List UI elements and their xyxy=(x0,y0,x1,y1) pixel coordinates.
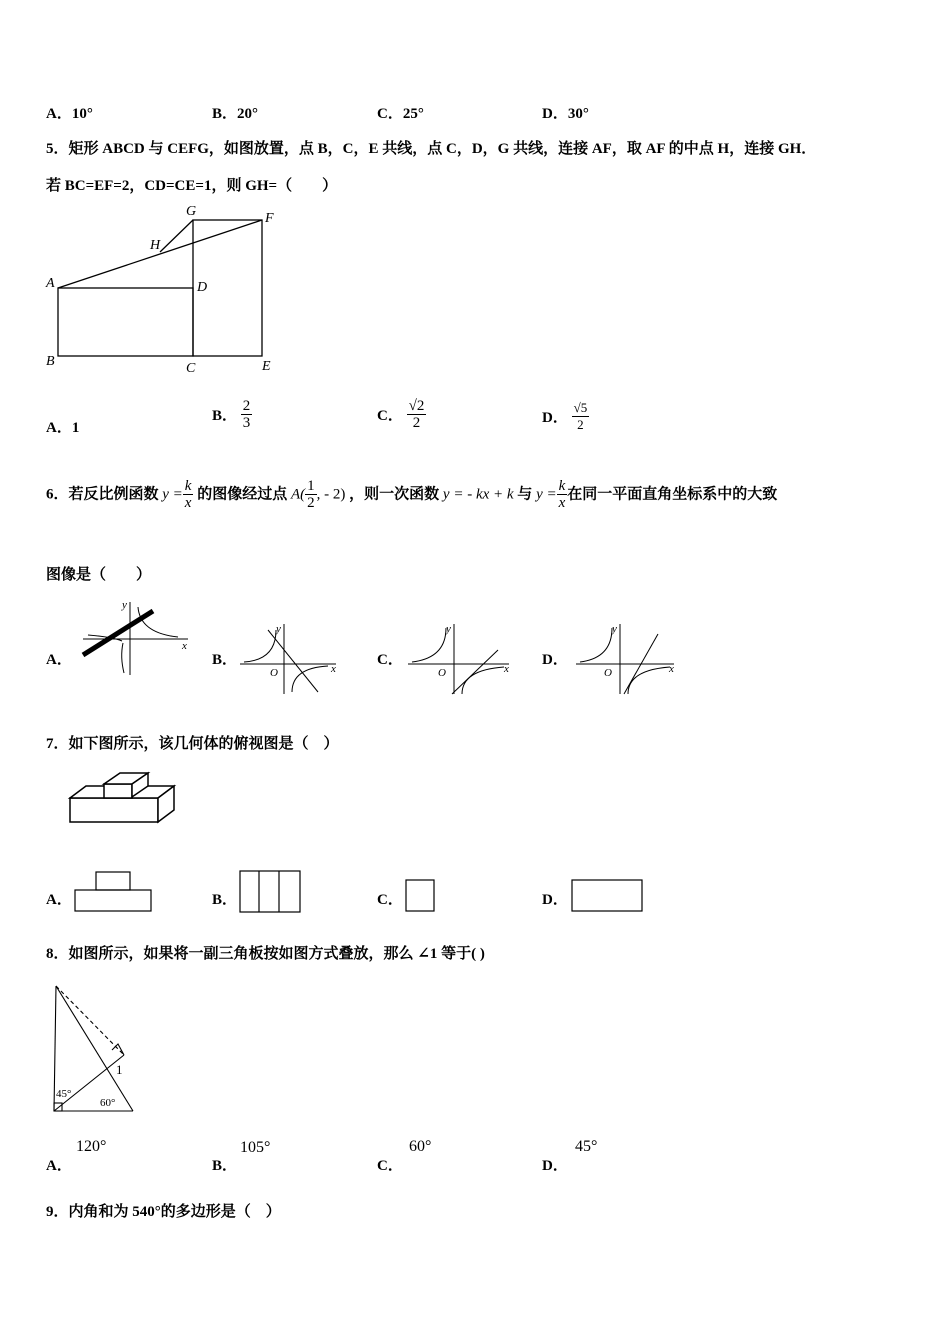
q6-graph-d xyxy=(572,620,682,695)
q5-text-line1: 5．矩形 ABCD 与 CEFG，如图放置，点 B，C，E 共线，点 C，D，G 共线，连接 AF，取 AF 的中点 H，连接 GH． xyxy=(46,141,817,157)
q5-d-numerator: √5 xyxy=(573,400,588,415)
q8-option-c-label: C． xyxy=(377,1158,403,1174)
q7-option-b-label: B． xyxy=(212,892,238,908)
q5-label-a: A xyxy=(46,276,55,291)
q5-c-denominator: 2 xyxy=(412,415,421,431)
q5-label-d: D xyxy=(197,280,208,295)
q5-label-b: B xyxy=(46,354,55,369)
q6-graph-a xyxy=(78,597,198,677)
q8-angle1-label: 1 xyxy=(116,1062,123,1077)
svg-text:x: x xyxy=(331,663,336,675)
q5-label-e: E xyxy=(262,359,271,374)
q6-graph-b xyxy=(236,620,346,695)
q8-option-b-label: B． xyxy=(212,1158,238,1174)
q4-option-b: B．20° xyxy=(212,106,259,122)
q9-text: 9．内角和为 540°的多边形是（ ） xyxy=(46,1204,281,1220)
q5-label-f: F xyxy=(265,211,274,226)
q5-option-a: A．1 xyxy=(46,420,80,436)
svg-text:y: y xyxy=(276,623,281,635)
svg-text:O: O xyxy=(438,667,446,679)
q7-solid-figure xyxy=(64,770,179,826)
q5-text-line2: 若 BC=EF=2，CD=CE=1，则 GH=（ ） xyxy=(46,178,338,194)
q8-text: 8．如图所示，如果将一副三角板按如图方式叠放，那么 ∠1 等于( ) xyxy=(46,946,485,962)
svg-text:x: x xyxy=(669,663,674,675)
q5-d-denominator: 2 xyxy=(577,417,584,432)
q5-option-d: D． $\frac{√5}{2}$ xyxy=(542,400,588,432)
q8-option-a-label: A． xyxy=(46,1158,72,1174)
q4-option-a: A．10° xyxy=(46,106,93,122)
q7-text: 7．如下图所示，该几何体的俯视图是（ ） xyxy=(46,736,339,752)
q6-option-c-label: C． xyxy=(377,652,403,668)
q7-option-a-label: A． xyxy=(46,892,72,908)
q6-option-b-label: B． xyxy=(212,652,238,668)
q5-option-b: B． $\frac{2}{3}$ xyxy=(212,398,251,431)
q8-60-label: 60° xyxy=(100,1097,116,1109)
q8-option-a-value: 120° xyxy=(76,1138,107,1155)
q5-label-c: C xyxy=(186,361,196,376)
q5-label-g: G xyxy=(186,204,197,219)
q7-option-d-label: D． xyxy=(542,892,568,908)
svg-text:x: x xyxy=(182,640,187,652)
q7-option-d-figure xyxy=(570,878,646,914)
q7-option-c-label: C． xyxy=(377,892,403,908)
q6-text-line1: 6．若反比例函数 y = $\frac{k}{x}$ 的图像经过点 A( $\frac{1}{2}$ , - 2) ，则一次函数 y = - kx + k 与 y = $\frac{k}{x}$ 在同一平面直角坐标系中的大致 xyxy=(46,478,778,511)
q8-option-b-value: 105° xyxy=(240,1139,271,1156)
svg-text:x: x xyxy=(504,663,509,675)
q6-graph-c xyxy=(404,620,519,695)
svg-text:y: y xyxy=(446,623,451,635)
q8-option-c-value: 60° xyxy=(409,1138,432,1155)
q4-option-d: D．30° xyxy=(542,106,589,122)
svg-text:y: y xyxy=(612,623,617,635)
q7-option-a-figure xyxy=(73,870,155,914)
q4-option-c: C．25° xyxy=(377,106,424,122)
q5-option-c: C． $\frac{√2}{2}$ xyxy=(377,398,425,431)
q5-b-denominator: 3 xyxy=(242,415,251,431)
q6-option-d-label: D． xyxy=(542,652,568,668)
q5-b-numerator: 2 xyxy=(242,398,251,414)
svg-text:y: y xyxy=(122,599,127,611)
q8-triangle-figure xyxy=(46,980,141,1120)
q6-option-a-label: A． xyxy=(46,652,72,668)
q7-option-c-figure xyxy=(404,878,438,914)
q5-label-h: H xyxy=(150,238,161,253)
q8-option-d-value: 45° xyxy=(575,1138,598,1155)
q6-text-line2: 图像是（ ） xyxy=(46,567,152,583)
q8-option-d-label: D． xyxy=(542,1158,568,1174)
q8-45-label: 45° xyxy=(56,1088,72,1100)
q7-option-b-figure xyxy=(238,869,304,915)
svg-text:O: O xyxy=(270,667,278,679)
svg-text:O: O xyxy=(604,667,612,679)
q5-c-numerator: √2 xyxy=(408,398,425,414)
q5-figure xyxy=(40,200,290,380)
